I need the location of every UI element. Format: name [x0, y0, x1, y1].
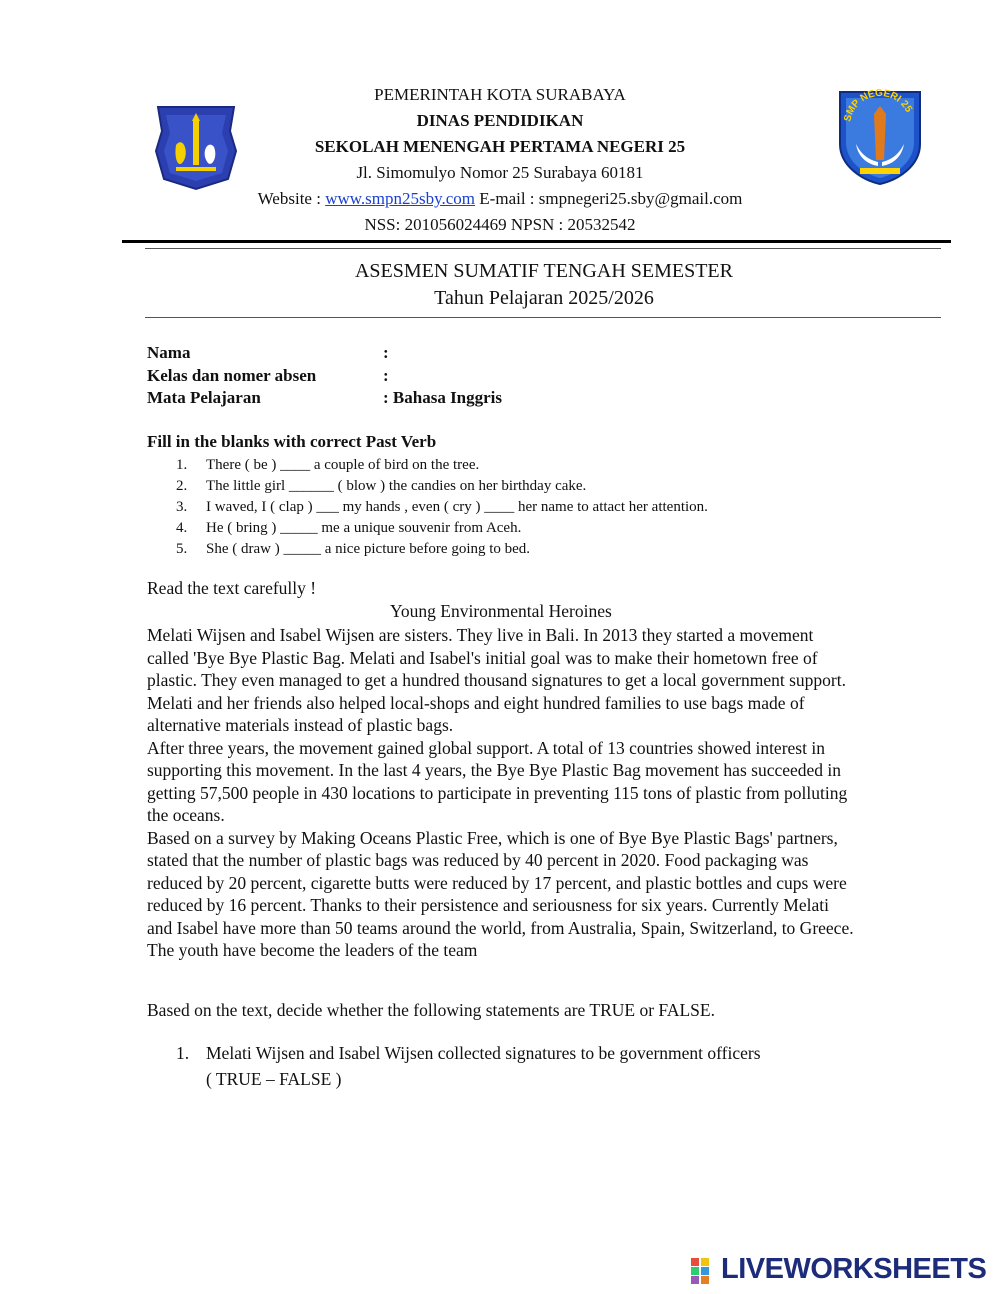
identity-label: Nama	[147, 343, 191, 362]
exam-title: ASESMEN SUMATIF TENGAH SEMESTER	[354, 260, 733, 282]
true-false-item	[176, 1040, 761, 1092]
passage-line: plastic. They even managed to get a hundred thousand signatures to get a local government support.	[147, 670, 847, 690]
item-number: 1.	[176, 457, 188, 473]
item-statement: Melati Wijsen and Isabel Wijsen collected signatures to be government officers	[206, 1043, 761, 1063]
header-address: Jl. Simomulyo Nomor 25 Surabaya 60181	[356, 163, 644, 182]
item-number: 2.	[176, 478, 188, 494]
identity-value: :	[383, 343, 389, 362]
true-false-instruction: Based on the text, decide whether the following statements are TRUE or FALSE.	[147, 1000, 715, 1020]
passage-line: the oceans.	[147, 805, 225, 825]
past-verb-question-list	[176, 455, 708, 560]
header-school-name: SEKOLAH MENENGAH PERTAMA NEGERI 25	[314, 137, 686, 156]
website-link[interactable]: www.smpn25sby.com	[325, 189, 476, 208]
liveworksheets-brand[interactable]	[691, 1252, 991, 1286]
passage-line: After three years, the movement gained global support. A total of 13 countries showed interest in	[147, 737, 825, 758]
logo-arc-text: SMP NEGERI 25	[842, 87, 914, 123]
reading-instruction: Read the text carefully !	[147, 578, 317, 598]
passage-line: reduced by 16 percent. Thanks to their persistence and seriousness for six years. Currently Melati	[147, 895, 829, 915]
passage-line: Melati and her friends also helped local-shops and eight hundred families to use bags made of	[147, 692, 805, 713]
reading-title: Young Environmental Heroines	[390, 601, 612, 621]
list-item	[176, 497, 708, 518]
item-number: 5.	[176, 541, 188, 557]
list-item	[176, 476, 708, 497]
identity-value: : Bahasa Inggris	[383, 388, 503, 407]
passage-line: reduced by 20 percent, cigarette butts were reduced by 17 percent, and plastic bottles and cups were	[147, 872, 847, 893]
identity-row-name	[147, 342, 389, 364]
item-text[interactable]: She ( draw ) _____ a nice picture before going to bed.	[206, 541, 531, 557]
identity-label: Kelas dan nomer absen	[147, 366, 317, 385]
header-contact	[0, 189, 1000, 209]
item-text[interactable]: I waved, I ( clap ) ___ my hands , even ( cry ) ____ her name to attact her attention.	[206, 499, 708, 515]
website-label: Website :	[257, 189, 326, 208]
passage-line: stated that the number of plastic bags was reduced by 40 percent in 2020. Food packaging was	[147, 850, 809, 870]
list-item	[176, 539, 708, 560]
passage-line: getting 57,500 people in 430 locations to participate in preventing 115 tons of plastic from polluting	[147, 782, 848, 803]
header-government: PEMERINTAH KOTA SURABAYA	[374, 85, 626, 104]
identity-label: Mata Pelajaran	[147, 388, 261, 407]
item-number: 3.	[176, 499, 188, 515]
identity-value: :	[383, 366, 389, 385]
passage-line: and Isabel have more than 50 teams around the world, from Australia, Spain, Switzerland, to Greece.	[147, 917, 854, 938]
email-text: E-mail : smpnegeri25.sby@gmail.com	[475, 189, 743, 208]
brand-logo-icon	[691, 1258, 719, 1284]
list-item	[176, 455, 708, 476]
list-item	[176, 518, 708, 539]
item-text[interactable]: There ( be ) ____ a couple of bird on the tree.	[206, 457, 480, 473]
title-divider	[145, 317, 941, 318]
item-text[interactable]: The little girl ______ ( blow ) the candies on her birthday cake.	[206, 478, 587, 494]
section1-heading: Fill in the blanks with correct Past Verb	[147, 432, 437, 451]
header-nss: NSS: 201056024469 NPSN : 20532542	[364, 215, 636, 234]
reading-passage	[147, 624, 947, 962]
brand-text: LIVEWORKSHEETS	[721, 1253, 987, 1285]
exam-year: Tahun Pelajaran 2025/2026	[434, 287, 654, 309]
item-number: 1.	[176, 1043, 190, 1063]
passage-line: Melati Wijsen and Isabel Wijsen are sisters. They live in Bali. In 2013 they started a movement	[147, 625, 814, 645]
passage-line: Based on a survey by Making Oceans Plastic Free, which is one of Bye Bye Plastic Bags' partners,	[147, 827, 838, 848]
passage-line: called 'Bye Bye Plastic Bag. Melati and Isabel's initial goal was to make their hometown free of	[147, 647, 818, 668]
passage-line: alternative materials instead of plastic bags.	[147, 715, 454, 735]
passage-line: The youth have become the leaders of the team	[147, 940, 478, 960]
header-divider-thick	[122, 240, 951, 243]
item-text[interactable]: He ( bring ) _____ me a unique souvenir from Aceh.	[206, 520, 522, 536]
identity-row-class	[147, 365, 389, 387]
passage-line: supporting this movement. In the last 4 years, the Bye Bye Plastic Bag movement has succeeded in	[147, 760, 842, 780]
identity-row-subject	[147, 387, 502, 409]
item-number: 4.	[176, 520, 188, 536]
header-divider-thin	[145, 248, 941, 249]
true-false-options[interactable]: ( TRUE – FALSE )	[206, 1069, 342, 1089]
header-department: DINAS PENDIDIKAN	[416, 111, 584, 130]
